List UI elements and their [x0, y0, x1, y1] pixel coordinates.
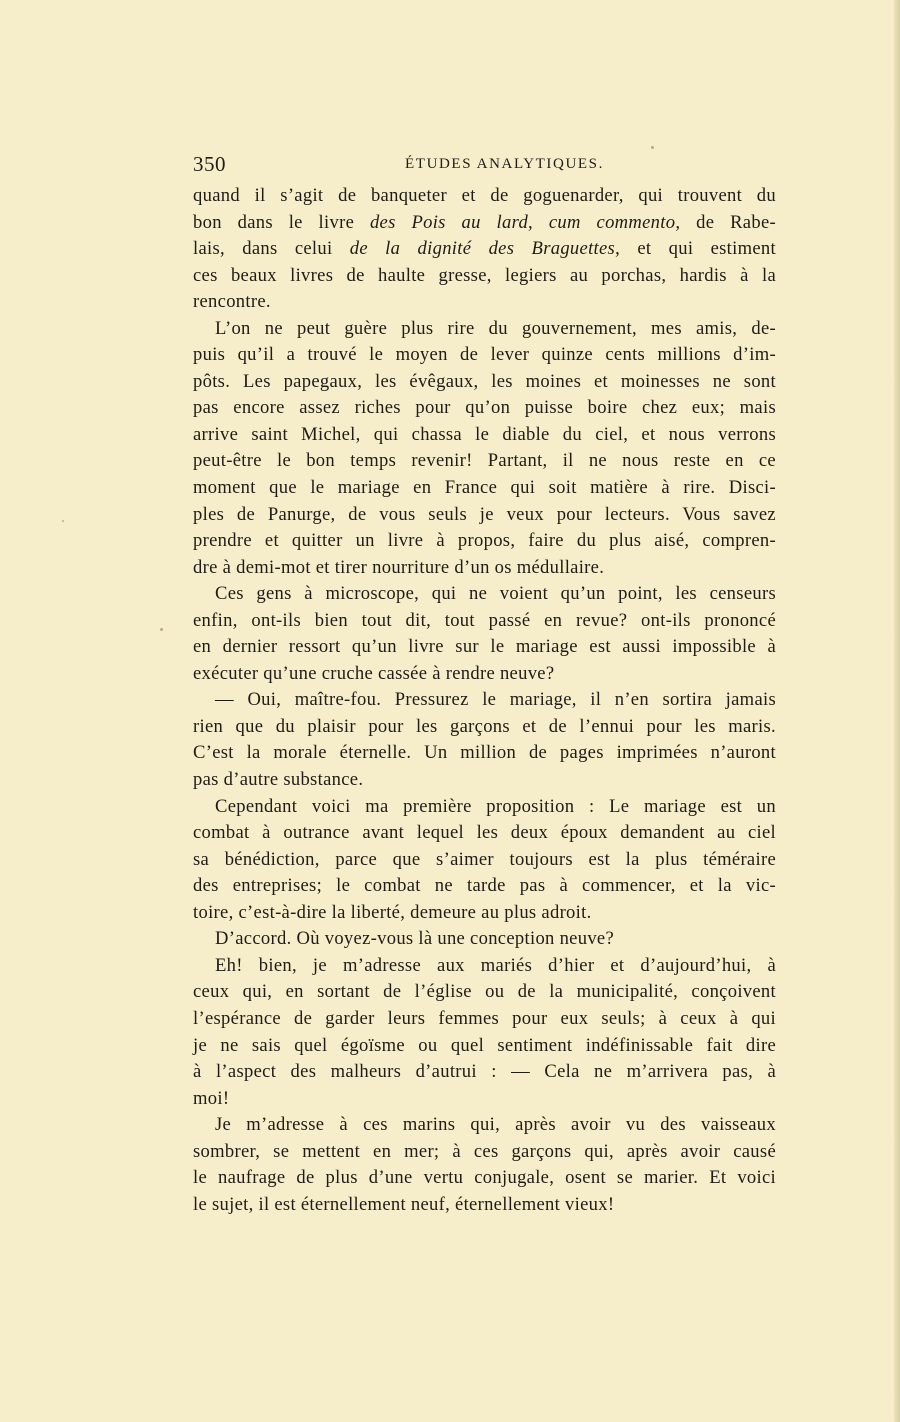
text-line: D’accord. Où voyez-vous là une conception neuve? [215, 928, 615, 950]
text-line: moi! [193, 1087, 230, 1109]
paragraph [193, 926, 776, 953]
text-line: des entreprises; le combat ne tarde pas à commencer, et la vic- [193, 875, 776, 897]
text-line: L’on ne peut guère plus rire du gouvernement, mes amis, de- [215, 317, 776, 339]
text-line: le sujet, il est éternellement neuf, éternellement vieux! [193, 1193, 615, 1215]
running-title: ÉTUDES ANALYTIQUES. [405, 156, 604, 172]
page-edge [894, 0, 900, 1422]
text-line: l’espérance de garder leurs femmes pour eux seuls; à ceux à qui [193, 1007, 776, 1029]
paper-speck [651, 146, 654, 149]
paragraph [193, 953, 776, 1112]
text-line: quand il s’agit de banqueter et de goguenarder, qui trouvent du [193, 185, 776, 206]
paragraph [193, 183, 776, 316]
text-line: moment que le mariage en France qui soit matière à rire. Disci- [193, 477, 776, 499]
text-line: pôts. Les papegaux, les évêgaux, les moines et moinesses ne sont [193, 370, 776, 392]
text-line: peut-être le bon temps revenir! Partant, il ne nous reste en ce [193, 450, 776, 472]
paper-speck [62, 520, 64, 522]
text-line: arrive saint Michel, qui chassa le diable du ciel, et nous verrons [193, 423, 776, 445]
paper-speck [160, 628, 163, 631]
text-line: prendre et quitter un livre à propos, faire du plus aisé, compren- [193, 530, 776, 552]
italic-title: de la dignité des Braguettes [349, 238, 616, 260]
text-line: rencontre. [193, 291, 271, 313]
text-line: bon dans le livre des Pois au lard, cum commento, de Rabe- [193, 211, 776, 233]
text-line: Eh! bien, je m’adresse aux mariés d’hier et d’aujourd’hui, à [215, 954, 776, 976]
text-line: Je m’adresse à ces marins qui, après avoir vu des vaisseaux [215, 1114, 776, 1136]
italic-title: des Pois au lard, cum commento, [369, 211, 681, 233]
paragraph [193, 794, 776, 927]
text-line: Ces gens à microscope, qui ne voient qu’un point, les censeurs [215, 583, 776, 605]
text-line: en dernier ressort qu’un livre sur le mariage est aussi impossible à [193, 636, 776, 658]
text-line: je ne sais quel égoïsme ou quel sentiment indéfinissable fait dire [193, 1034, 776, 1056]
running-head [193, 152, 776, 182]
text-line: à l’aspect des malheurs d’autrui : — Cela ne m’arrivera pas, à [193, 1061, 776, 1083]
text-line: — Oui, maître-fou. Pressurez le mariage, il n’en sortira jamais [215, 689, 776, 711]
paragraph [193, 316, 776, 581]
text-line: Cependant voici ma première proposition : Le mariage est un [215, 795, 776, 817]
page-number: 350 [193, 152, 226, 176]
text-line: sa bénédiction, parce que s’aimer toujours est la plus téméraire [193, 848, 776, 870]
text-line: dre à demi-mot et tirer nourriture d’un os médullaire. [193, 556, 605, 578]
text-line: toire, c’est-à-dire la liberté, demeure au plus adroit. [193, 901, 592, 923]
text-line: ces beaux livres de haulte gresse, legiers au porchas, hardis à la [193, 264, 776, 286]
text-line: pas encore assez riches pour qu’on puisse boire chez eux; mais [193, 397, 776, 419]
text-line: puis qu’il a trouvé le moyen de lever quinze cents millions d’im- [193, 344, 776, 366]
text-line: rien que du plaisir pour les garçons et de l’ennui pour les maris. [193, 715, 776, 737]
text-line: le naufrage de plus d’une vertu conjugale, osent se marier. Et voici [193, 1167, 776, 1189]
paragraph [193, 687, 776, 793]
body-text [193, 183, 776, 1218]
text-line: pas d’autre substance. [193, 769, 364, 791]
paragraph [193, 1112, 776, 1218]
paragraph [193, 581, 776, 687]
text-line: exécuter qu’une cruche cassée à rendre neuve? [193, 662, 555, 684]
text-line: combat à outrance avant lequel les deux époux demandent au ciel [193, 822, 776, 844]
text-line: lais, dans celui de la dignité des Braguettes, et qui estiment [193, 238, 776, 260]
text-line: ples de Panurge, de vous seuls je veux pour lecteurs. Vous savez [193, 503, 776, 525]
text-line: ceux qui, en sortant de l’église ou de la municipalité, conçoivent [193, 981, 776, 1003]
text-line: sombrer, se mettent en mer; à ces garçons qui, après avoir causé [193, 1140, 776, 1162]
text-line: enfin, ont-ils bien tout dit, tout passé en revue? ont-ils prononcé [193, 609, 776, 631]
text-line: C’est la morale éternelle. Un million de pages imprimées n’auront [193, 742, 776, 764]
